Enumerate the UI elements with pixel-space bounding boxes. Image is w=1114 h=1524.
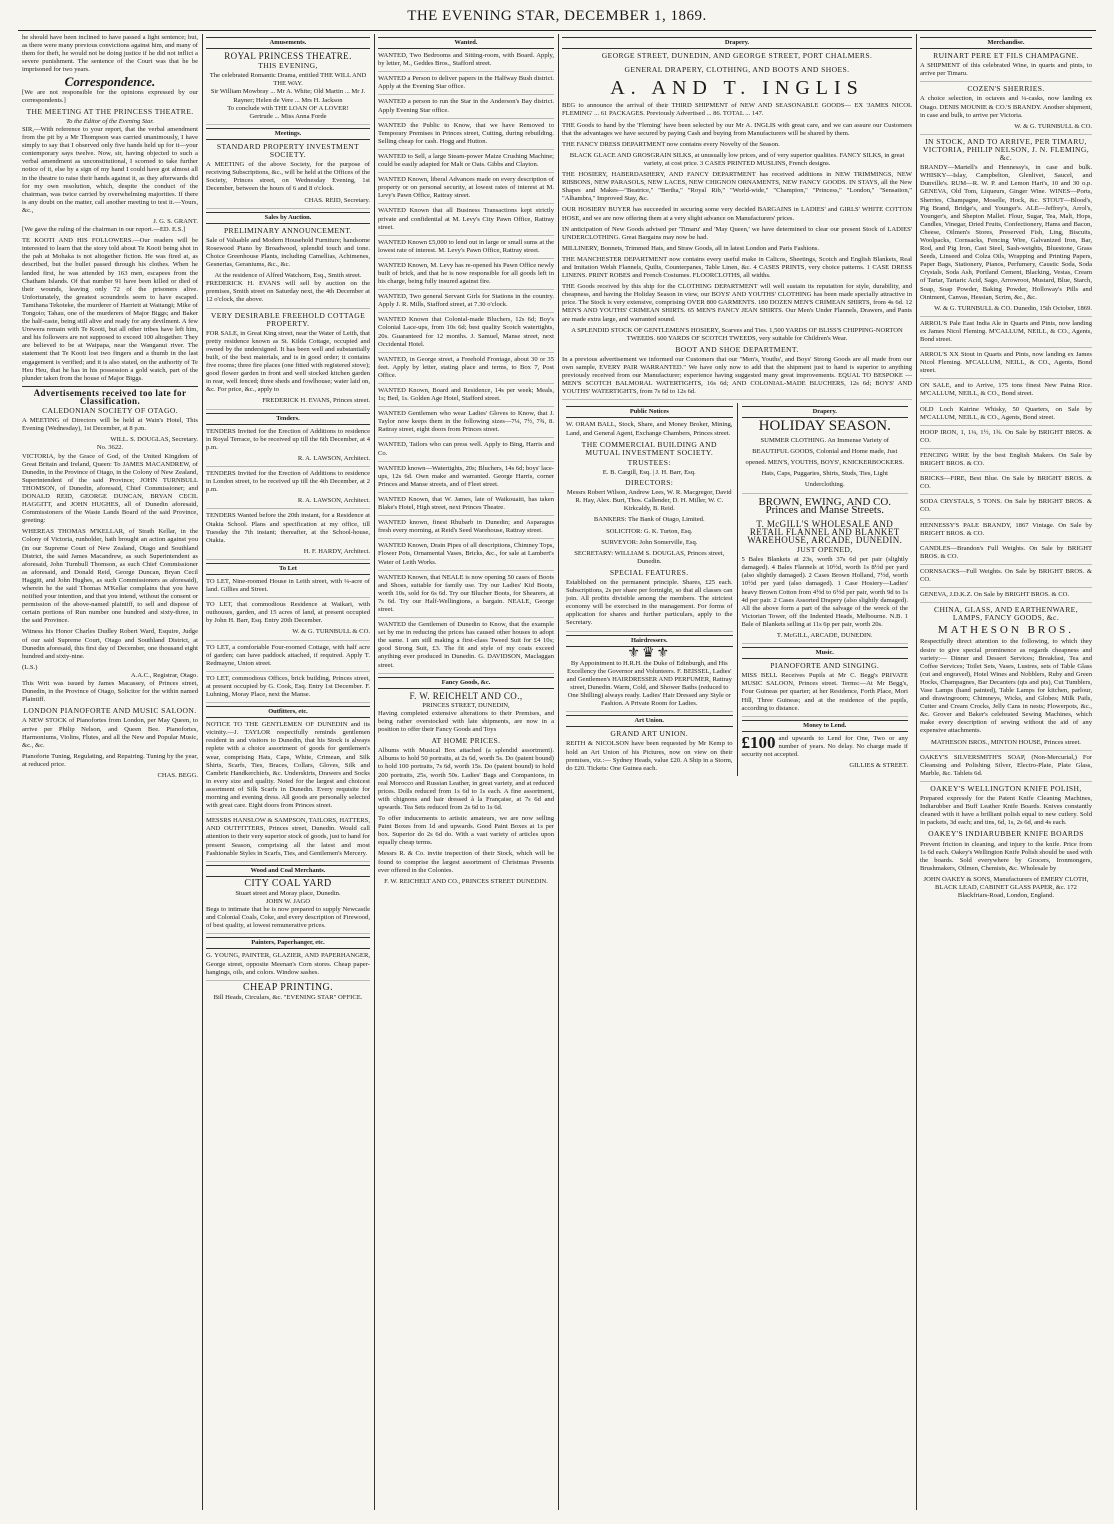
wanted-ad: WANTED Known, liberal Advances made on every description of property or on personal security, at lowest rates of interest at M. Levy's Pawn Office, Rattray street. — [378, 176, 554, 204]
ad-body: OUR HOSIERY BUYER has succeeded in securing some very decided BARGAINS in LADIES' and GIRLS' WHITE COTTON HOSE, and we are now offering them at a very slight advance on Manufacturers' prices. — [562, 206, 912, 222]
section-to-let: To Let — [206, 563, 370, 575]
ad-body: A NEW STOCK of Pianofortes from London, per May Queen, to arrive per Philip Nelson, and Queen Bee. Pianofortes, Harmoniums, Violins, Flutes, and all the New and Popular Music, &c., &c. — [22, 717, 198, 749]
ad-body: THE HOSIERY, HABERDASHERY, AND FANCY DEPARTMENT has received additions in NEW TRIMMINGS, NEW RIBBONS, NEW PARASOLS, NEW LACES, NEW CHIGNON ORNAMENTS, NEW FANCY GOODS. IN STAYS, all the New Shapes and Makes—"Beatrice," "Bertha," "Royal Rib," "World-wide," "Champion," "Princess," "London," "Sensation," "Alhambra," Improved Stay, &c. — [562, 171, 912, 203]
ad-signature: JOHN OAKEY & SONS, Manufacturers of EMERY CLOTH, BLACK LEAD, CABINET GLASS PAPER, &c. 172 Blackfriars-Road, London, England. — [923, 875, 1089, 900]
section-painters: Painters, Paperhanger, etc. — [206, 937, 370, 949]
section-fancy-goods: Fancy Goods, &c. — [378, 677, 554, 689]
wanted-ad: WANTED, Two Bedrooms and Sitting-room, with Board. Apply, by letter, M., Geddes Bros., Stafford street. — [378, 52, 554, 72]
disclaimer: [We are not responsible for the opinions expressed by our correspondents.] — [22, 88, 198, 104]
ad-body: TENDERS Invited for the Erection of Additions to residence in London street, to be received up till the 4th December, at 2 p.m. — [206, 470, 370, 494]
ad-body: A SHIPMENT of this celebrated Wine, in quarts and pints, to arrive per Timaru. — [920, 62, 1092, 82]
ad-body: A MEETING of the above Society, for the purpose of receiving Subscriptions, &c., will be held at the Offices of the Society, Princes street, on Wednesday Evening, 1st December, between the hours of 6 and 8 o'clock. — [206, 161, 370, 193]
ad-body: SUMMER CLOTHING. An Immense Variety of BEAUTIFUL GOODS, Colonial and Home made, Just opened. MEN'S, YOUTHS, BOYS', KNICKERBOCKERS. Hats, Caps, Puggaries, Shirts, Studs, Ties, Light Underclothing. — [742, 435, 909, 494]
ad-subtitle: THIS EVENING, — [258, 61, 318, 71]
wanted-ad: WANTED known, finest Rhubarb in Dunedin; and Asparagus fresh every morning, at Reid's Seed Warehouse, Rattray street. — [378, 519, 554, 539]
article-tail: he should have been inclined to have passed a light sentence; but, as there were many previous convictions against him, and many of them for theft, he would not be doing justice if he did not inflict a severe punishment. The sentence of the Court was that he be imprisoned for two years. — [22, 34, 198, 74]
section-public-notices: Public Notices — [566, 406, 733, 418]
wanted-ad: WANTED Known, Drain Pipes of all descriptions, Chimney Tops, Flower Pots, Ornamental Vases, Bricks, &c., for sale at Lambert's Water of Leith Works. — [378, 542, 554, 570]
section-title-correspondence: Correspondence. — [64, 74, 156, 90]
section-money: Money to Lend. — [742, 720, 909, 732]
merchandise-ad: ARROL'S XX Stout in Quarts and Pints, now landing ex James Nicol Fleming. M'CALLUM, NEILL, & CO., Agents, Bond street. — [920, 351, 1092, 379]
section-merchandise: Merchandise. — [920, 37, 1092, 49]
ad-body: Respectfully direct attention to the following, to which they desire to give special prominence as regards cheapness and variety:— Dinner and Dessert Services; Breakfast, Tea and Coffee Services; Toilet Sets, Vases, Lustres, sets of Table Glass (cut and engraved), Hotel Wines and Nobblers, Ruby and Green Hocks, Champagnes, Bar Decanters (qts and pts), Cut Tumblers, Vase Lamps (hand painted), Table Lamps for kitchen, parlour, and drawingroom; Chimneys, Wicks, and Globes; Milk Pails, Cutter and Cream Crocks, Jelly Cans in nests; Flowerpots, &c., &c. Grover and Baker's celebrated Sewing Machines, which make every description of sewing without the aid of any expensive attachments. — [920, 638, 1092, 735]
ad-subtitle: SPECIAL FEATURES. — [609, 567, 689, 577]
ad-cast: Sir William Mowbray ... Mr A. White; Old Martin ... Mr J. Rayner; Helen de Vere ... Mrs H. Jackson — [210, 88, 366, 104]
ad-title: BROWN, EWING, AND CO. Princes and Manse Streets. — [758, 495, 892, 516]
ad-body: OAKEY'S SILVERSMITH'S SOAP, (Non-Mercurial,) For Cleansing and Polishing Silver, Electro-Plate, Plate Glass, Marble, &c. Tablets 6d. — [920, 754, 1092, 782]
ad-body: Sale of Valuable and Modern Household Furniture; handsome Rosewood Piano by Broadwood, splendid touch and tone. Choice Greenhouse Plants, including Camellias, Achimenes, Gesnerias, Geraniums, &c., &c. — [206, 236, 370, 269]
wanted-ad: WANTED the Public to Know, that we have Removed to Temporary Premises in Princes street, Cutting, during rebuilding. Selling cheap for cash. Hogg and Hutton. — [378, 122, 554, 150]
ad-body: BLACK GLACE AND GROSGRAIN SILKS, at unusually low prices, and of very superior qualities. FANCY SILKS, in great variety, at cost price. 3 CASES PRINTED MUSLINS, French designs. — [569, 151, 905, 167]
ad-body: Messrs R. & Co. invite inspection of their Stock, which will be found to comprise the largest assortment of Christmas Presents ever offered in the Colonies. — [378, 850, 554, 874]
section-art-union: Art Union. — [566, 715, 733, 727]
ad-body: Established on the permanent principle. Shares, £25 each. Subscriptions, 2s per share per fortnight, so that all classes can join. All profits divisible among the members. The strictest economy will be exercised in the management. For forms of application for shares and further particulars, apply to the Secretary. — [566, 579, 733, 632]
ad-body: BEG to announce the arrival of their THIRD SHIPMENT of NEW AND SEASONABLE GOODS— EX 'JAMES NICOL FLEMING' ... 61 PACKAGES. Previously Advertised ... 86. TOTAL ... 147. — [562, 102, 912, 118]
column-2 — [202, 34, 374, 1510]
firm-name: A. AND T. INGLIS — [610, 77, 864, 100]
ad-body: FOR SALE, in Great King street, near the Water of Leith, that pretty residence known as St. Kilda Cottage, occupied and owned by the undersigned. It has been well and substantially built, of the best materials, and is in good order; it contains five rooms; three fire places (one fitted with registered stove); good flower garden in front and well stocked kitchen garden in rear, well fenced; three sheds and fowlhouse; water laid on, &c. For price, &c., apply to — [206, 329, 370, 394]
ad-body: REITH & NICOLSON have been requested by Mr Kemp to hold an Art Union of his Pictures, now on view on their premises, viz.:— Sydney Heads, value £20. A Ship in a Storm, do £20. Tickets: One Guinea each. — [566, 740, 733, 772]
ad-body: A MEETING of Directors will be held at Wain's Hotel, This Evening (Wednesday), 1st December, at 8 p.m. — [22, 417, 198, 433]
ad-signature: MATHESON BROS., MINTON HOUSE, Princes street. — [920, 739, 1092, 751]
ad-title: STANDARD PROPERTY INVESTMENT SOCIETY. — [216, 141, 360, 160]
section-wanted: Wanted. — [378, 37, 554, 49]
ad-body: To conclude with THE LOAN OF A LOVER! — [227, 104, 349, 112]
merchandise-ad: FENCING WIRE by the best English Makers. On Sale by BRIGHT BROS. & CO. — [920, 452, 1092, 472]
drapery-column — [737, 403, 913, 775]
ad-body: MESSRS HANSLOW & SAMPSON, TAILORS, HATTERS, AND OUTFITTERS, Princes street, Dunedin. Would call attention to their very superior stock of goods, just to hand for present Season, comprising all the latest and most Fashionable Styles in Scarfs, Ties, and Gentlemen's Mercery. — [206, 817, 370, 861]
wanted-ad: WANTED Known that all Business Transactions kept strictly private and confidential at M. Levy's City Pawn Office, Rattray street. — [378, 207, 554, 235]
ad-body: Pianoforte Tuning, Regulating, and Repairing. Tuning by the year, at reduced price. — [22, 752, 198, 768]
ad-name: JOHN W. JAGO — [265, 897, 311, 905]
section-tenders: Tenders. — [206, 413, 370, 425]
ad-body: FREDERICK H. EVANS will sell by auction on the premises, Smith street on Saturday next, the 4th December at 12 o'clock, the above. — [206, 280, 370, 308]
section-auction: Sales by Auction. — [206, 212, 370, 224]
ad-signature: F. W. REICHELT AND CO., PRINCES STREET DUNEDIN. — [384, 877, 548, 885]
ad-body: A SPLENDID STOCK OF GENTLEMEN'S HOSIERY, Scarves and Ties. 1,500 YARDS OF BLISS'S CHIPPING-NORTON TWEEDS. 600 YARDS OF SCOTCH TWEEDS, very suitable for Children's Wear. — [571, 326, 903, 342]
ad-title: GRAND ART UNION. — [610, 729, 689, 739]
column-5 — [916, 34, 1096, 1510]
ad-body: MISS BELL Receives Pupils at Mr C. Begg's PRIVATE MUSIC SALOON, Princes street. Terms:—At Mr Begg's, Four Guineas per quarter; at her Residence, Forth Place, Mori Hill, Three Guineas; and at the residence of the pupils, according to distance. — [742, 672, 909, 716]
ad-signature: CHAS. REID, Secretary. — [206, 197, 370, 209]
ad-body: SURVEYOR: John Somerville, Esq. — [601, 538, 698, 546]
ad-body: By Appointment to H.R.H. the Duke of Edinburgh, and His Excellency the Governor and Volunteers. F. BEISSEL, Ladies' and Gentlemen's HAIRDRESSER AND PERFUMER, Rattray street, Dunedin. Warm, Cold, and Shower Baths (reduced to One Shilling) always ready. Ladies' Hair Dressed any Style or Fashion. A Private Room for Ladies. — [566, 660, 733, 713]
merchandise-ad: CANDLES—Brandon's Full Weights. On Sale by BRIGHT BROS. & CO. — [920, 545, 1092, 565]
section-meetings: Meetings. — [206, 128, 370, 140]
ad-body: In a previous advertisement we informed our Customers that our "Men's, Youths', and Boys' Strong Goods are all made from our own sample, EVERY PAIR WARRANTED." We have only now to add that the shipment just to hand is superior to anything previously received from our Manufacturer; experience having suggested many great improvements. EQUAL TO BESPOKE — MEN'S SCOTCH BALMORAL WATERTIGHTS, 16s 6d; AND COLONIAL-MADE BLUCHERS, 12s 6d; BOYS' AND YOUTHS' WATERTIGHTS, from 7s 6d to 12s 6d. — [562, 356, 912, 400]
merchandise-ad: ARROL'S Pale East India Ale in Quarts and Pints, now landing ex James Nicol Fleming. M'CALLUM, NEILL, & CO., Agents, Bond street. — [920, 320, 1092, 348]
ad-signature: CHAS. BEGG. — [157, 771, 198, 779]
letter-signature: J. G. S. GRANT. — [153, 217, 198, 225]
masthead: THE EVENING STAR, DECEMBER 1, 1869. — [18, 8, 1096, 31]
ad-title: ROYAL PRINCESS THEATRE. — [224, 51, 352, 62]
ad-signature: R. A. LAWSON, Architect. — [206, 455, 370, 467]
ad-body: THE FANCY DRESS DEPARTMENT now contains every Novelty of the Season. — [562, 140, 780, 148]
ad-body: Albums with Musical Box attached (a splendid assortment). Albums to hold 50 portraits, at 2s 6d, worth 5s. Do (patent bound) to hold 100 portraits, 7s 6d, worth 15s. Do (patent bound) to hold 200 portraits, 25s, worth 50s. Ladies' Bags and Companions, in real Morocco and Russian Leather, in great variety, and at reduced prices. Dolls reduced from 1s 6d to 1s each. A fine assortment, with chignons and hair dressed à la Française, at 7s 6d and upwards. Tea Sets reduced from 2s 6d to 1s 6d. — [378, 747, 554, 811]
ad-signature: FREDERICK H. EVANS, Princes street. — [206, 397, 370, 409]
split-section — [562, 403, 912, 775]
wanted-ad: WANTED, Tailors who can press well. Apply to Bing, Harris and Co. — [378, 441, 554, 461]
writ-body-2: WHEREAS THOMAS M'KELLAR, of Strath Kellar, in the Colony of Victoria, runholder, hath brought an action against you (in our Supreme Court of New Zealand, Otago and Southland District, the said James Macandrew, as such Superintendent as aforesaid, John Turnbull Thomson, as such Chief Commissioner as aforesaid, and Donald Reid, George Duncan, Bryan Cecil Haggitt, and John Hughes, as such Commissioners as aforesaid), wherein he the said Thomas M'Kellar complains that you have notified your intention, and that you intend, without the consent or permission of the above-named plaintiff, to sell and dispose of certain portions of Run number one hundred and sixty-three, in the said Province. — [22, 528, 198, 625]
ad-title: PRELIMINARY ANNOUNCEMENT. — [223, 225, 353, 235]
ad-subtitle: Stuart street and Moray place, Dunedin. — [235, 889, 341, 897]
wanted-ad: WANTED Known, M. Levy has re-opened his Pawn Office newly built of brick, and that he is now responsible for all goods left in his charge, being fully insured against fire. — [378, 262, 554, 290]
wanted-ad: WANTED Known, Board and Residence, 14s per week; Meals, 1s; Bed, 1s. Golden Age Hotel, Stafford street. — [378, 387, 554, 407]
ad-body: A choice selection, in octaves and ¼-casks, now landing ex Otago. DENIS MOUNIE & CO.'S BRANDY. Another shipment, in case and bulk, to arrive per Victoria. — [920, 95, 1092, 119]
ad-signature: W. & G. TURNBULL & CO. — [206, 628, 370, 640]
ad-subtitle: AT HOME PRICES. — [431, 736, 501, 746]
ad-signature: GILLIES & STREET. — [849, 762, 908, 770]
merchandise-ad: SODA CRYSTALS, 5 TONS. On Sale by BRIGHT BROS. & CO. — [920, 498, 1092, 518]
ad-signature: R. A. LAWSON, Architect. — [206, 497, 370, 509]
ad-body: NOTICE TO THE GENTLEMEN OF DUNEDIN and its vicinity.—J. TAYLOR respectfully reminds gentlemen resident in and visitors to Dunedin, that his Stock is always replete with a choice assortment of goods for gentlemen's wear, comprising Hats, Caps, White, Crimean, and Silk Shirts, Scarfs, Ties, Braces, Collars, Gloves, Silk and Cambric Handkerchiefs, &c. Underskirts, Drawers and Socks in every size and quality. Noted for the largest and choicest assortment of Silk Scarfs in Dunedin. Every requisite for morning and evening dress. All goods are personally selected with great care. Eight doors from Princes street. — [206, 721, 370, 814]
ad-subtitle: BOOT AND SHOE DEPARTMENT. — [675, 344, 799, 354]
article-te-kooti: TE KOOTI AND HIS FOLLOWERS.—Our readers will be interested to learn that the story told about Te Kooti being shot in the pah at Mohaka is not altogether fiction. He was fired at, as described, but the bullet passed through his clothes. When he landed first, he was attended by 163 men, escapees from the Chatham Islands. Of that number 91 have been killed or died of their wounds, leaving only 72 of the prisoners alive. Unfortunately, the greatest scoundrels seem to have escaped. Tamihana Tekoteke, the murderer of Harriett at Waitangi; Mike of Tongoio; Tahau, one of the murderers of Major Biggs; and Baker the half-caste, being still alive and ready for any devilment. A few Urewera remain with Te Kooti, but all other tribes have left him, and his followers are not supposed to exceed 100 altogether. They are believed to be at Waipapa, near the Wanganui river. The statement that Te Kooti lost two fingers and a thumb in the last engagement is verified; and it is also stated, on the authority of Te Heu Heu, that he has in his possession a gold watch, part of the plunder taken from the house of Major Biggs. — [22, 237, 198, 382]
ad-body: Having completed extensive alterations to their Premises, and being rather overstocked with late shipments, are now in a position to offer their Fancy Goods and Toys — [378, 709, 554, 734]
ad-subtitle: DIRECTORS: — [625, 478, 674, 488]
ad-body: TENDERS Invited for the Erection of Additions to residence in Royal Terrace, to be received up till the 6th December, at 4 p.m. — [206, 427, 370, 451]
ad-body: Messrs Robert Wilson, Andrew Lees, W. R. Macgregor, David R. Hay, Alex. Burt, Thos. Callender, D. H. Miller, W. C. Kirkcaldy, B. Reid. — [566, 489, 732, 513]
ad-body: TO LET, commodious Offices, brick building, Princes street, at present occupied by G. Cook, Esq. Entry 1st December. F. Luhning, Moray Place, next the Manse. — [206, 675, 370, 703]
money-amount: £100 — [741, 732, 776, 752]
ad-subtitle: JUST OPENED, — [796, 545, 853, 555]
ad-signature: WILL. S. DOUGLAS, Secretary. — [110, 436, 198, 444]
ad-body: THE Goods received by this ship for the CLOTHING DEPARTMENT will well sustain its reputation for style, durability, and cheapness, and having the Holiday Season in view, our BOYS' AND YOUTHS' CLOTHING has been made specially attractive in price. The Stock is very extensive, comprising OVER 800 GARMENTS. 180 DOZEN MEN'S CRIMEAN SHIRTS, from 4s 6d. 12 MEN'S AND YOUTHS' CRIMEAN SHIRTS. 65 MEN'S FANCY JEAN SHIRTS. Our Men's Under Flannels, Drawers, and Pants are made extra large, and warranted sound. — [562, 283, 912, 323]
ad-signature: W. & G. TURNBULL & CO. Dunedin, 15th October, 1869. — [920, 305, 1092, 317]
ad-body: The celebrated Romantic Drama, entitled THE WILL AND THE WAY. — [209, 72, 367, 88]
wanted-ad: WANTED, Two general Servant Girls for Stations in the country. Apply J. R. Mills, Stafford street, at 7.30 o'clock. — [378, 293, 554, 313]
writ-body: VICTORIA, by the Grace of God, of the United Kingdom of Great Britain and Ireland, Queen: To JAMES MACANDREW, of Dunedin, in the Province of Otago, in the Colony of New Zealand, Superintendent of the said Province; JOHN TURNBULL THOMSON, of Dunedin, aforesaid, Chief Commissioner; and DONALD REID, GEORGE DUNCAN, BRYAN CECIL HAGGITT, and JOHN HUGHES, all of Dunedin aforesaid, Commissioners of the Waste Lands Board of the said Province, greeting: — [22, 452, 198, 525]
ad-title: OAKEY'S WELLINGTON KNIFE POLISH, — [930, 783, 1082, 793]
public-notices-column — [562, 403, 737, 775]
merchandise-ad: ON SALE, and to Arrive, 175 tons finest New Patna Rice. M'CALLUM, NEILL, & CO., Bond street. — [920, 382, 1092, 402]
ad-cast: Gertrude ... Miss Anna Forde — [206, 113, 370, 125]
wanted-ad: WANTED Known, that W. James, late of Waikouaiti, has taken Blake's Hotel, High street, next Princes Theatre. — [378, 496, 554, 516]
ad-address: GEORGE STREET, DUNEDIN, AND GEORGE STREET, PORT CHALMERS. — [601, 51, 873, 61]
section-drapery: Drapery. — [742, 406, 909, 418]
section-amusements: Amusements. — [206, 37, 370, 49]
ad-body: IN anticipation of New Goods advised per 'Timaru' and 'May Queen,' we have determined to clear our present Stock of LADIES' UNDERCLOTHING. Great Bargains may now be had. — [562, 225, 912, 241]
merchandise-ad: GENEVA, J.D.K.Z. On Sale by BRIGHT BROS. & CO. — [920, 591, 1092, 603]
ad-body: G. YOUNG, PAINTER, GLAZIER, AND PAPERHANGER, George street, opposite Meenan's Corn stores. Cheap paper-hangings, oils, and colors. Window sashes. — [206, 952, 370, 980]
ad-body: TO LET, a comfortable Four-roomed Cottage, with half acre of garden; can have paddock attached, if required. Apply T. Redmayne, Union street. — [206, 644, 370, 672]
ad-body: Begs to intimate that he is now prepared to supply Newcastle and Colonial Coals, Coke, and every description of Firewood, of best quality, at lowest remunerative prices. — [206, 906, 370, 934]
wanted-ad: WANTED the Gentlemen of Dunedin to Know, that the example set by me in reducing the prices has caused other houses to adopt the same. I am still making a first-class Tweed Suit for £4 10s; good Strong Suit, £3. The fit and style of my coats exceed anything ever produced in Dunedin. G. DAVIDSON, Maclaggan street. — [378, 621, 554, 674]
ad-body: Prevent friction in cleaning, and injury to the knife. Price from 1s 6d each. Oakey's Wellington Knife Polish should be used with the boards. Sold everywhere by Grocers, Ironmongers, Brushmakers, Oilmen, Chemists, &c. Wholesale by — [920, 840, 1092, 872]
merchandise-ad: CORNSACKS—Full Weights. On Sale by BRIGHT BROS. & CO. — [920, 568, 1092, 588]
wanted-ad: WANTED Known £5,000 to lend out in large or small sums at the lowest rate of interest. M. Levy's Pawn Office, Rattray street. — [378, 239, 554, 259]
ad-subtitle: TRUSTEES: — [627, 457, 671, 467]
ad-title: CALEDONIAN SOCIETY OF OTAGO. — [41, 406, 179, 416]
column-4 — [558, 34, 916, 1510]
ad-title: RUINART PERE ET FILS CHAMPAGNE. — [933, 51, 1079, 61]
ad-title: IN STOCK, AND TO ARRIVE, PER TIMARU, VICTORIA, PHILIP NELSON, J. N. FLEMING, &c. — [922, 136, 1090, 163]
ad-body: SOLICITOR: G. K. Turton, Esq. — [606, 527, 693, 535]
ad-body: TENDERS Wanted before the 20th instant, for a Residence at Otakia School. Plans and specification at my office, till Tuesday the 7th instant; thereafter, at the School-house, Otakia. — [206, 512, 370, 544]
wanted-ad: WANTED a person to run the Star in the Anderson's Bay district. Apply Evening Star office. — [378, 98, 554, 118]
column-3 — [374, 34, 558, 1510]
section-hairdressers: Hairdressers. — [566, 635, 733, 647]
section-wood-coal: Wood and Coal Merchants. — [206, 865, 370, 877]
ad-body: THE MANCHESTER DEPARTMENT now contains every useful make in Calicos, Sheetings, Scotch and English Blankets, Real and Imitation Welsh Flannels, Quilts, Counterpanes, Table Linen, &c. 4 CASES PRINTS, very choice patterns. 1 CASE DRESS LINENS. PRINT ROBES and French Costumes. FLOORCLOTHS, all widths. — [562, 255, 912, 280]
wanted-ad: WANTED Known, that NEALE is now opening 50 cases of Boots and Shoes, suitable for family use. Try our Ladies' Kid Boots, worth 10s, sold for 6s 6d. Try our Blucher Boots, for Shearers, at 7s 6d. Try our Half-Wellingtons, a bargain. NEALE, George street. — [378, 574, 554, 618]
ad-body: 5 Bales Blankets at 23s, worth 37s 6d per pair (slightly damaged). 4 Bales Flannels at 10½d, worth 1s 8½d per yard (also slightly damaged). 2 Cases Brown Holland, 7½d, worth 10½d per yard (also damaged). 1 Case Hosiery—Ladies' heavy Brown Cotton from 4½d to 6½d per pair, worth 9d to 1s 4d per pair. 2 Cases Assorted Drapery (also slightly damaged). All the above form a part of the salvage of the wreck of the Victorian Tower, off the Indented Heads, Melbourne. N.B. 1 Bale of Blankets selling at 11s 6p per pair, worth 20s. — [741, 556, 908, 628]
ad-body: W. ORAM BALL, Stock, Share, and Money Broker, Mining, Land, and General Agent, Exchange Chambers, Princes street. — [566, 421, 733, 437]
letter-title: THE MEETING AT THE PRINCESS THEATRE. — [26, 106, 194, 116]
writ-signature: A.A.C., Registrar, Otago. — [130, 671, 198, 679]
section-music: Music. — [742, 647, 909, 659]
merchandise-ad: BRICKS—FIRE, Best Blue. On Sale by BRIGHT BROS. & CO. — [920, 475, 1092, 495]
section-drapery: Drapery. — [562, 37, 912, 49]
ad-signature: W. & G. TURNBULL & CO. — [920, 123, 1092, 135]
ad-body: Bill Heads, Circulars, &c. "EVENING STAR" OFFICE. — [213, 993, 363, 1001]
ad-body: TO LET, Nine-roomed House in Leith street, with ¼-acre of land. Gillies and Street. — [206, 578, 370, 598]
ad-title: MATHESON BROS. — [937, 624, 1075, 637]
ad-title: HOLIDAY SEASON. — [758, 418, 891, 435]
merchandise-ad: HOOP IRON, 1, 1¼, 1½, 1¾. On Sale by BRIGHT BROS. & CO. — [920, 429, 1092, 449]
ad-body: BANKERS: The Bank of Otago, Limited. — [593, 516, 705, 524]
writ-issued: This Writ was issued by James Macassey, of Princes street, Dunedin, in the Province of Otago, Solicitor for the within named Plaintiff. — [22, 680, 198, 704]
ad-title: CHEAP PRINTING. — [242, 981, 334, 993]
letter-salutation: To the Editor of the Evening Star. — [66, 117, 154, 125]
wanted-ad: WANTED, in George street, a Freehold Frontage, about 30 or 35 feet. Apply by letter, stating place and terms, to Box 7, Post Office. — [378, 356, 554, 384]
ad-title: VERY DESIRABLE FREEHOLD COTTAGE PROPERTY. — [210, 310, 366, 328]
letter-body: SIR,—With reference to your report, that the verbal amendment from the pit by a Mr Thompson was carried unanimously, I have simply to say that I observed only five hands held up for it—your contemporary says twelve. Now, sir, having objected to such a verbal amendment as unconstitutional, I scorned to take further notice of it, else by a sign of my hand I could have got almost all in the theatre to raise their hands against it, as they afterwards did for my own resolution, which, despite the conduct of the chairman, was twice carried by overwhelming majorities. If there is any doubt on the matter, call another meeting to test it.—Yours, &c., — [22, 125, 198, 214]
ad-title: THE COMMERCIAL BUILDING AND MUTUAL INVESTMENT SOCIETY. — [581, 439, 717, 457]
ad-body: Prepared expressly for the Patent Knife Cleaning Machines, Indiarubber and Buff Leather Knife Boards. Knives constantly cleaned with it have a brilliant polish equal to new cutlery. Sold in packets, 3d each; and tins, 6d, 1s, 2s 6d, and 4s each. — [920, 795, 1092, 827]
merchandise-ad: HENNESSY'S PALE BRANDY, 1867 Vintage. On Sale by BRIGHT BROS. & CO. — [920, 522, 1092, 542]
ad-title: PIANOFORTE AND SINGING. — [770, 661, 880, 671]
column-1 — [18, 34, 202, 1510]
ad-body: At the residence of Alfred Watchorn, Esq., Smith street. — [214, 272, 362, 280]
ad-signature: H. F. HARDY, Architect. — [206, 548, 370, 560]
ad-body: E. B. Cargill, Esq. | J. H. Barr, Esq. — [602, 468, 696, 476]
writ-number: No. 3622. — [96, 444, 124, 452]
ad-title: CHINA, GLASS, AND EARTHENWARE, LAMPS, FANCY GOODS, &c. — [933, 605, 1078, 623]
late-ads-title: Advertisements received too late for Classification. — [22, 386, 198, 405]
section-outfitters: Outfitters, etc. — [206, 706, 370, 718]
editor-note: [We gave the ruling of the chairman in our report.—ED. E.S.] — [22, 226, 186, 234]
ad-body: THE Goods to hand by the 'Fleming' have been selected by our Mr A. INGLIS with great care, and we can assure our Customers that the advantages we have secured by paying Cash and buying from Manufacturers will be shared by them. — [562, 121, 912, 137]
ad-body: BRANDY—Martell's and Hennessy's, in case and bulk. WHISKY—Islay, Campbelton, Glenlivet, Saucel, and Dunville's. RUM—R. W. P. and Lemon Hart's, 10 and 30 o.p. GENEVA, Old Tom, Liqueurs, Ginger Wine. WINES—Ports, Sherries, Champagne, Moselle, Hock, &c. STOUT—Blood's, Pig Brand, Bridge's, and Younger's. ALE—Jeffrey's, Arrol's, Younger's, and Shepton Mallet. Flour, Sugar, Tea, Malt, Hops, Candles, Vinegar, Dried Fruits, Confectionery, Hams and Bacon, Cheese, Oilmen's Stores, Preserved Fish, Ling, Biscuits, Woolpacks, Cornsacks, Fencing Wire, Galvanized Iron, Bar, Rod, and Pig Iron, Cast Steel, Sash-weights, Bluestone, Grass Seeds, Linseed and Colza Oils, Wrapping and Printing Papers, Paper Bags, Stationery, Pianos, Perfumery, Caustic Soda, Soda Crystals, Soda Ash, Portland Cement, Blacking, Vestas, Cream of Tartar, Tartaric Acid, Sago, Arrowroot, Mustard, Blue, Starch, Soap, Soap Powder, Baking Powder, Holloway's Pills and Ointment, Canvas, Hessian, Scrim, &c., &c. — [920, 164, 1092, 301]
ad-body: and upwards to Lend for One, Two or any number of years. No delay. No charge made if security not accepted. — [741, 734, 908, 758]
writ-seal: (L.S.) — [22, 663, 38, 671]
ad-subtitle: GENERAL DRAPERY, CLOTHING, AND BOOTS AND SHOES. — [624, 65, 850, 75]
ad-title: COZEN'S SHERRIES. — [967, 84, 1045, 94]
merchandise-ad: OLD Loch Katrine Whisky, 50 Quarters, on Sale by M'CALLUM, NEILL, & CO., Agents, Bond street. — [920, 406, 1092, 426]
wanted-ad: WANTED Known that Colonial-made Bluchers, 12s 6d; Boy's Colonial Lace-ups, from 10s 6d; best quality Scotch watertights, 20s. Guaranteed for 12 months. J. Samuel, Manse street, next Occidental Hotel. — [378, 316, 554, 352]
writ-witness: Witness his Honor Charles Dudley Robert Ward, Esquire, Judge of our said Supreme Court, Otago and Southland District, at Dunedin aforesaid, this first day of December, one thousand eight hundred and sixty-nine. — [22, 628, 198, 660]
ad-title: CITY COAL YARD — [244, 877, 332, 889]
royal-arms-icon: ⚜♛⚜ — [627, 645, 672, 661]
wanted-ad: WANTED a Person to deliver papers in the Halfway Bush district. Apply at the Evening Star office. — [378, 75, 554, 95]
ad-body: MILLINERY, Bonnets, Trimmed Hats, and Straw Goods, all in latest London and Paris Fashions. — [562, 244, 820, 252]
ad-subtitle: PRINCES STREET, DUNEDIN, — [422, 701, 510, 709]
ad-title: T. McGILL'S WHOLESALE AND RETAIL FLANNEL AND BLANKET WAREHOUSE, ARCADE, DUNEDIN. — [747, 518, 903, 545]
wanted-ad: WANTED to Sell, a large Steam-power Maize Crushing Machine; could be easily adapted for Malt or Oats. Gibbs and Clayton. — [378, 153, 554, 173]
wanted-ad: WANTED known—Watertights, 20s; Bluchers, 14s 6d; boys' lace-ups, 12s 6d. Own make and warranted. George Harris, corner Princes and Manse streets, and of Fleet street. — [378, 465, 554, 493]
ad-body: SECRETARY: WILLIAM S. DOUGLAS, Princes street, Dunedin. — [574, 549, 725, 565]
ad-title: LONDON PIANOFORTE AND MUSIC SALOON. — [23, 706, 197, 716]
ad-body: TO LET, that commodious Residence at Waikari, with outhouses, garden, and 15 acres of land, at present occupied by John H. Barr, Esq. Entry 20th December. — [206, 601, 370, 625]
ad-signature: T. McGILL, ARCADE, DUNEDIN. — [742, 632, 909, 644]
ad-title: F. W. REICHELT AND CO., — [409, 690, 523, 701]
ad-body: To offer inducements to artistic amateurs, we are now selling Paint Boxes from 1d and upwards. Good Paint Boxes at 1s per box. Superior do 2s 6d do. With a vast variety of articles upon equally cheap terms. — [378, 815, 554, 847]
wanted-ad: WANTED Gentlemen who wear Ladies' Gloves to Know, that J. Taylor now keeps them in the following sizes—7¼, 7½, 7¾, 8. Rattray street, eight doors from Princes street. — [378, 410, 554, 438]
ad-title: OAKEY'S INDIARUBBER KNIFE BOARDS — [928, 829, 1084, 839]
